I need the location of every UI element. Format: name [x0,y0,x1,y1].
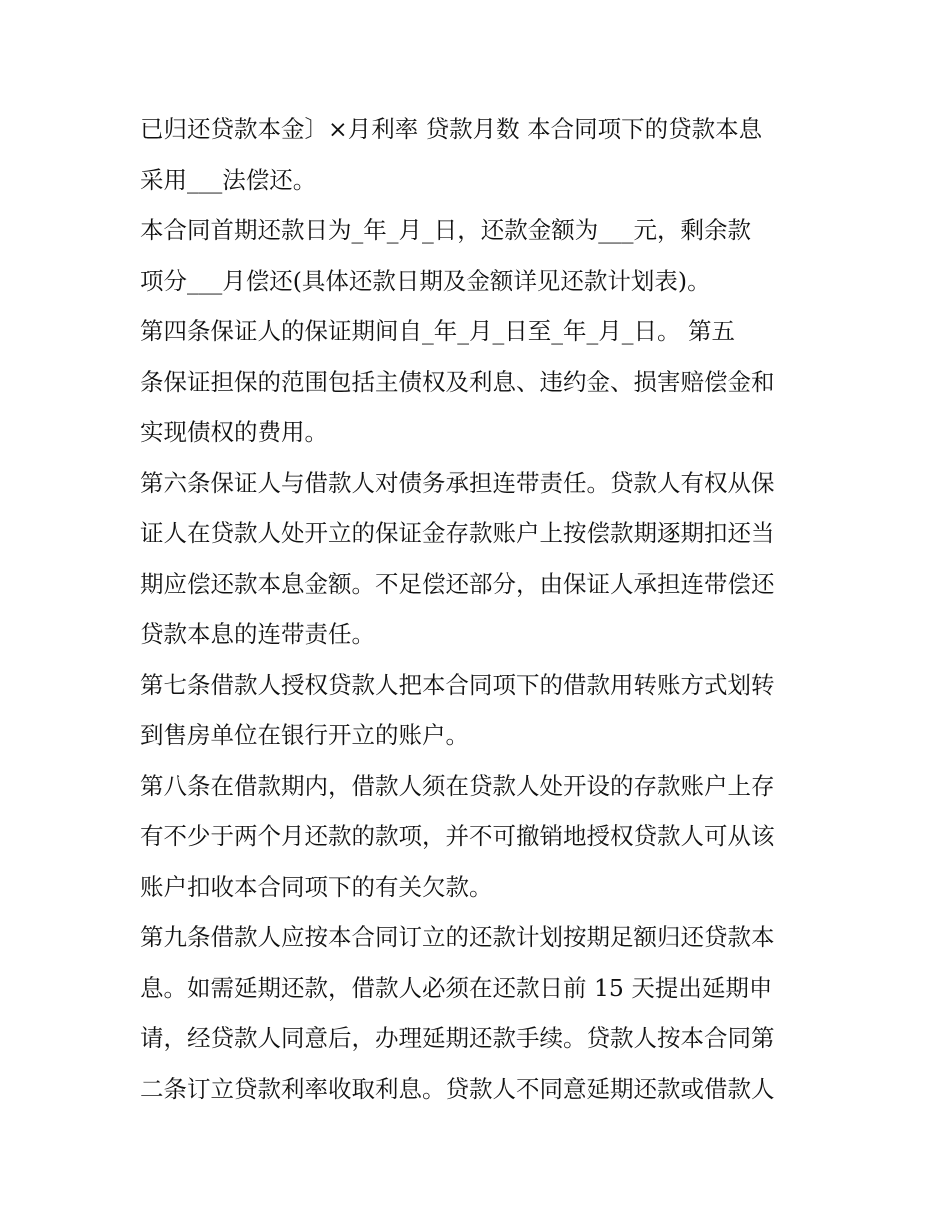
text-line: 有不少于两个月还款的款项，并不可撤销地授权贷款人可从该 [140,822,775,850]
contract-text [140,104,820,1114]
text-line: 第七条借款人授权贷款人把本合同项下的借款用转账方式划转 [140,670,775,699]
text-line: 请，经贷款人同意后，办理延期还款手续。贷款人按本合同第 [140,1024,775,1052]
text-line: 期应偿还款本息金额。不足偿还部分，由保证人承担连带偿还 [140,569,775,598]
text-line: 条保证担保的范围包括主债权及利息、违约金、损害赔偿金和 [140,367,775,396]
text-line: 采用___法偿还。 [140,165,317,194]
text-line: 贷款本息的连带责任。 [140,620,375,648]
text-line: 证人在贷款人处开立的保证金存款账户上按偿款期逐期扣还当 [140,519,775,547]
text-line: 息。如需延期还款，借款人必须在还款日前 15 天提出延期申 [140,973,773,1002]
text-line: 本合同首期还款日为_年_月_日，还款金额为___元，剩余款 [140,216,751,244]
text-line: 第六条保证人与借款人对债务承担连带责任。贷款人有权从保 [140,468,775,497]
text-line: 第九条借款人应按本合同订立的还款计划按期足额归还贷款本 [140,923,775,951]
text-line: 二条订立贷款利率收取利息。贷款人不同意延期还款或借款人 [140,1074,775,1103]
text-line: 账户扣收本合同项下的有关欠款。 [140,872,493,901]
text-line: 到售房单位在银行开立的账户。 [140,721,469,749]
text-line: 已归还贷款本金〕×月利率 贷款月数 本合同项下的贷款本息 [140,115,763,143]
text-line: 第四条保证人的保证期间自_年_月_日至_年_月_日。 第五 [140,317,735,345]
text-line: 项分___月偿还(具体还款日期及金额详见还款计划表)。 [140,266,711,295]
text-line: 第八条在借款期内，借款人须在贷款人处开设的存款账户上存 [140,771,775,800]
text-line: 实现债权的费用。 [140,418,328,446]
